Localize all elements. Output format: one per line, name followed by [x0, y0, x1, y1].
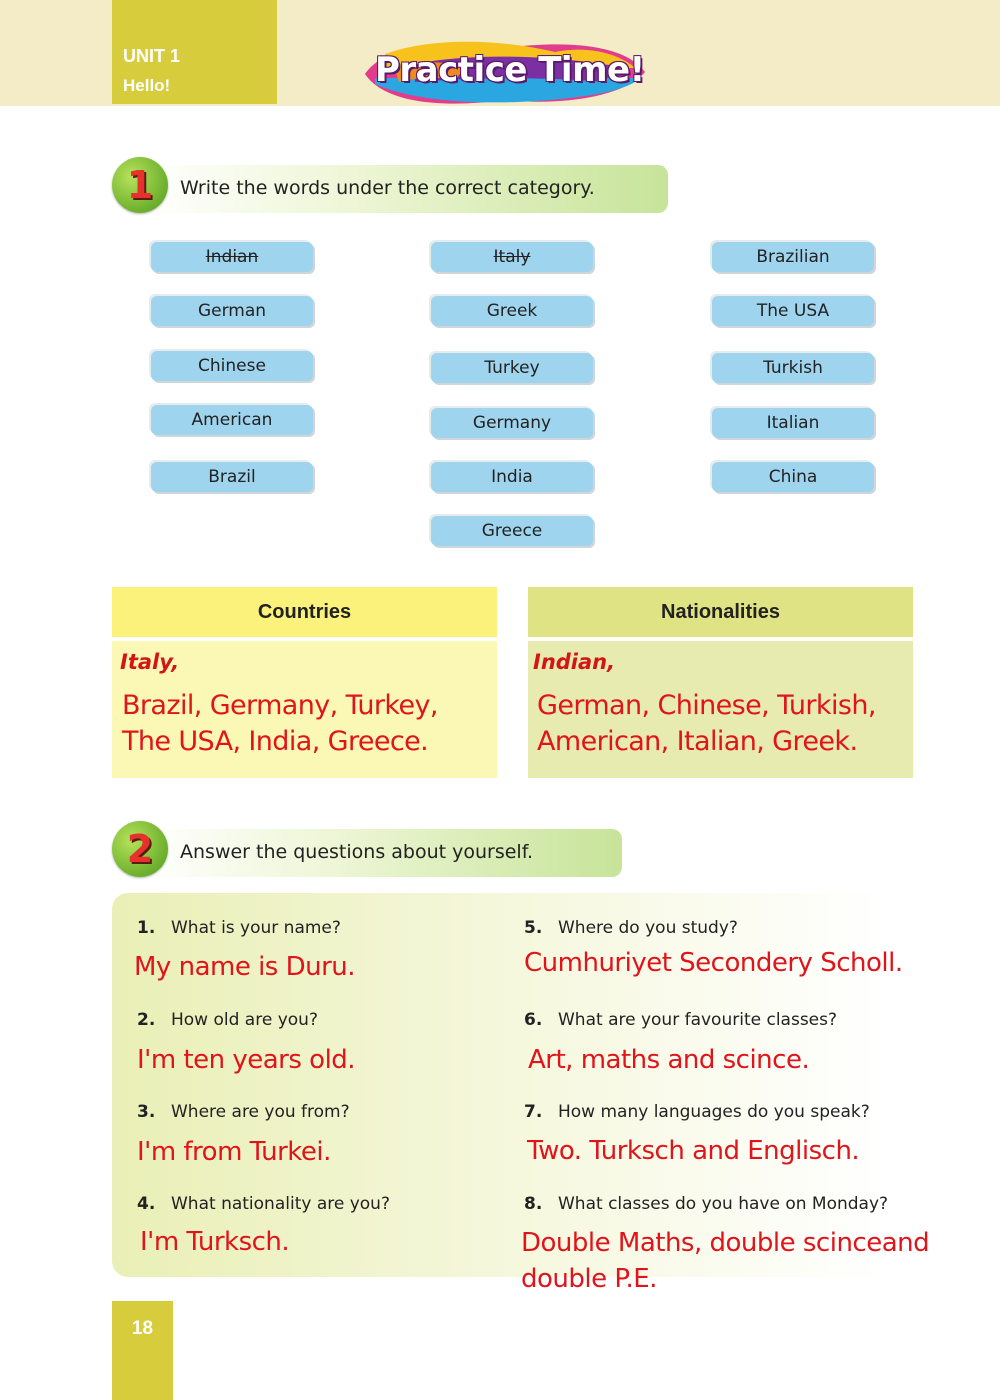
countries-answer-line-1: Brazil, Germany, Turkey, — [122, 690, 438, 721]
nationalities-answer-line-1: German, Chinese, Turkish, — [537, 690, 876, 721]
answer-1: My name is Duru. — [134, 952, 356, 982]
answer-7: Two. Turksch and Englisch. — [527, 1136, 860, 1166]
question-number: 4. — [137, 1194, 156, 1214]
countries-answer-line-2: The USA, India, Greece. — [122, 726, 429, 757]
page-number-tab — [112, 1301, 173, 1400]
word-chip-brazilian: Brazilian — [712, 242, 874, 272]
countries-header: Countries — [112, 587, 497, 637]
exercise-1-instruction: Write the words under the correct category. — [180, 177, 595, 199]
logo-text: Practice Time! — [375, 50, 645, 90]
word-chip-turkish: Turkish — [712, 353, 874, 383]
nationalities-example: Indian, — [533, 650, 616, 674]
practice-time-logo — [355, 34, 650, 110]
word-chip-turkey: Turkey — [431, 353, 593, 383]
question-text: What nationality are you? — [171, 1194, 390, 1214]
question-number: 6. — [524, 1010, 543, 1030]
question-number: 1. — [137, 918, 156, 938]
question-2 — [137, 1010, 318, 1030]
word-chip-american: American — [151, 405, 313, 435]
answer-4: I'm Turksch. — [140, 1227, 290, 1257]
question-7 — [524, 1102, 870, 1122]
page-number: 18 — [131, 1318, 154, 1339]
answer-8-line-1: Double Maths, double scinceand — [521, 1228, 930, 1258]
word-chip-german: German — [151, 296, 313, 326]
question-3 — [137, 1102, 350, 1122]
question-text: What classes do you have on Monday? — [558, 1194, 889, 1214]
word-chip-china: China — [712, 462, 874, 492]
answer-2: I'm ten years old. — [137, 1045, 356, 1075]
word-chip-greek: Greek — [431, 296, 593, 326]
answer-3: I'm from Turkei. — [137, 1137, 331, 1167]
question-8 — [524, 1194, 888, 1214]
question-text: Where do you study? — [558, 918, 738, 938]
question-text: How old are you? — [171, 1010, 318, 1030]
question-number: 5. — [524, 918, 543, 938]
question-number: 8. — [524, 1194, 543, 1214]
question-text: How many languages do you speak? — [558, 1102, 870, 1122]
nationalities-answer-line-2: American, Italian, Greek. — [537, 726, 858, 757]
word-chip-italian: Italian — [712, 408, 874, 438]
answer-6: Art, maths and scince. — [528, 1045, 810, 1075]
exercise-2-number: 2 — [126, 827, 154, 871]
answer-5: Cumhuriyet Secondery Scholl. — [524, 948, 903, 978]
question-text: What is your name? — [171, 918, 341, 938]
question-1 — [137, 918, 341, 938]
question-5 — [524, 918, 738, 938]
question-6 — [524, 1010, 837, 1030]
word-chip-germany: Germany — [431, 408, 593, 438]
word-chip-india: India — [431, 462, 593, 492]
question-number: 2. — [137, 1010, 156, 1030]
question-text: Where are you from? — [171, 1102, 350, 1122]
question-number: 7. — [524, 1102, 543, 1122]
word-chip-the-usa: The USA — [712, 296, 874, 326]
countries-example: Italy, — [120, 650, 180, 674]
nationalities-header: Nationalities — [528, 587, 913, 637]
word-chip-brazil: Brazil — [151, 462, 313, 492]
question-4 — [137, 1194, 390, 1214]
question-number: 3. — [137, 1102, 156, 1122]
question-text: What are your favourite classes? — [558, 1010, 838, 1030]
word-chip-italy: Italy — [431, 242, 593, 272]
unit-number: UNIT 1 — [123, 46, 181, 66]
word-chip-indian: Indian — [151, 242, 313, 272]
exercise-2-instruction: Answer the questions about yourself. — [180, 841, 534, 863]
word-chip-greece: Greece — [431, 516, 593, 546]
word-chip-chinese: Chinese — [151, 351, 313, 381]
answer-8-line-2: double P.E. — [521, 1264, 657, 1294]
unit-title: Hello! — [123, 76, 171, 95]
exercise-1-number: 1 — [126, 163, 154, 207]
